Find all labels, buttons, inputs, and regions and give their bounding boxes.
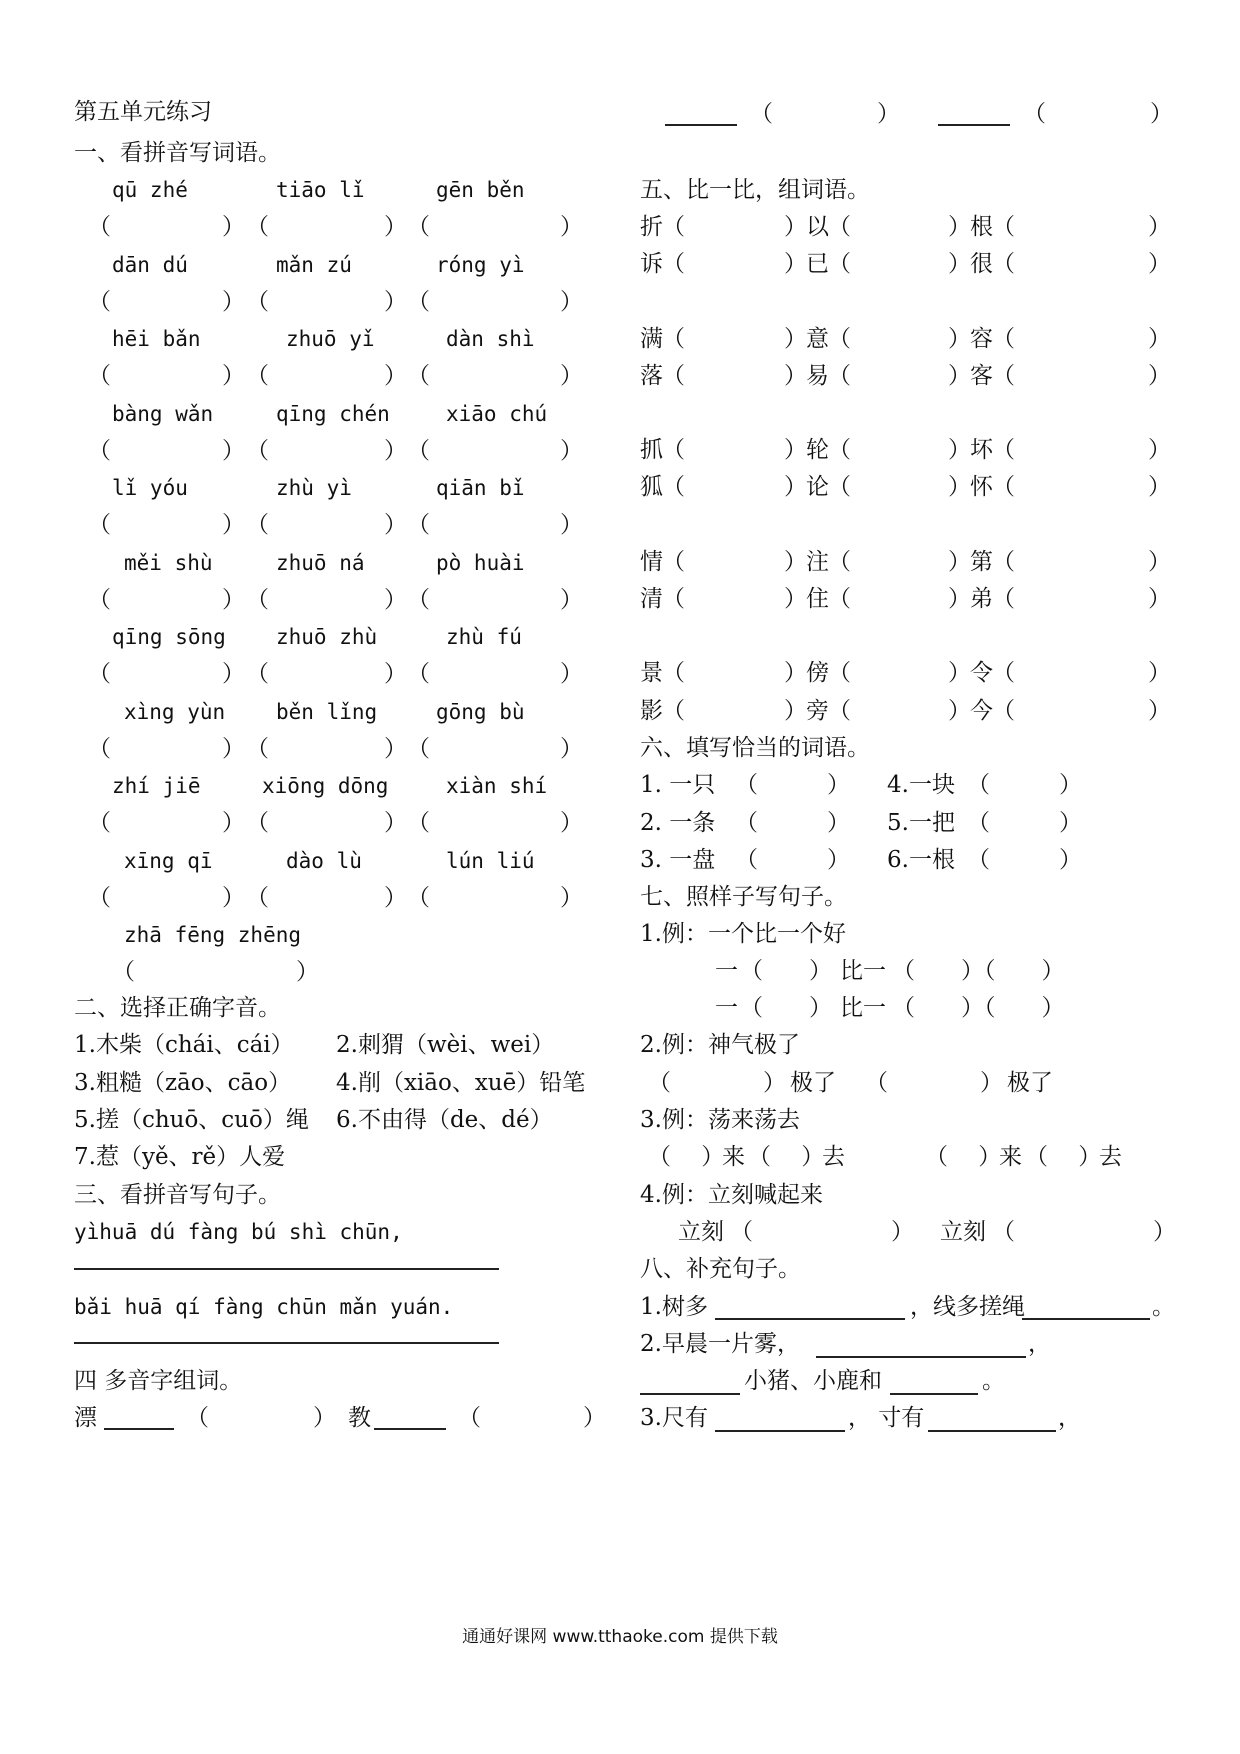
pinyin-word: gōng bù xyxy=(436,699,525,724)
measure-item-3: 3. 一盘 xyxy=(640,847,716,873)
answer-paren-open[interactable]: （ xyxy=(246,363,269,389)
pattern-paren[interactable]: （ ） xyxy=(740,995,832,1021)
compare-char: 住 xyxy=(806,586,829,612)
pattern-qu: 去 xyxy=(822,1144,845,1170)
compare-char: 落 xyxy=(640,363,663,389)
paren-open: （ xyxy=(750,101,773,127)
proverb-2a: 2.早晨一片雾， xyxy=(640,1331,800,1357)
pinyin-word: qiān bǐ xyxy=(436,476,525,500)
compare-char: 景 xyxy=(640,660,663,686)
section4-heading: 四 多音字组词。 xyxy=(74,1368,243,1394)
compare-char: 注 xyxy=(806,549,829,575)
sound-item-4: 4.削（xiāo、xuē）铅笔 xyxy=(336,1070,586,1096)
pinyin-word: měi shù xyxy=(124,550,213,575)
compare-char: 情 xyxy=(640,549,663,575)
example-2: 2.例：神气极了 xyxy=(640,1032,800,1058)
sentence-answer-line-2[interactable] xyxy=(74,1342,499,1344)
pinyin-word: pò huài xyxy=(436,550,525,575)
answer-paren-open[interactable]: （ xyxy=(662,698,685,724)
answer-paren-close[interactable]: ） xyxy=(1148,474,1171,500)
measure-paren[interactable]: （ ） xyxy=(735,810,850,836)
pattern-qu: 去 xyxy=(1099,1144,1122,1170)
answer-paren-close[interactable]: ） xyxy=(1148,586,1171,612)
pattern-jile: 极了 xyxy=(1007,1070,1053,1096)
compare-char: 满 xyxy=(640,326,663,352)
compare-char: 已 xyxy=(806,251,829,277)
paren-close: ） xyxy=(1150,101,1173,127)
answer-paren-close[interactable]: ） xyxy=(948,549,971,575)
pattern-like: 立刻 xyxy=(678,1219,724,1245)
polyphone-blank-4[interactable] xyxy=(938,124,1010,126)
answer-paren-close[interactable]: ） xyxy=(1148,251,1171,277)
pinyin-word: dān dú xyxy=(112,252,188,277)
answer-paren-open[interactable]: （ xyxy=(828,549,851,575)
page-footer: 通通好课网 www.tthaoke.com 提供下载 xyxy=(462,1627,778,1647)
example-4: 4.例：立刻喊起来 xyxy=(640,1182,823,1208)
answer-paren-open[interactable]: （ xyxy=(992,214,1015,240)
answer-paren-close[interactable]: ） xyxy=(1148,437,1171,463)
pinyin-word: běn lǐng xyxy=(276,699,378,724)
answer-paren-open[interactable]: （ xyxy=(88,735,111,762)
pinyin-word: xiōng dōng xyxy=(262,774,389,798)
answer-paren-close[interactable]: ） xyxy=(222,661,245,687)
section3-heading: 三、看拼音写句子。 xyxy=(74,1182,281,1208)
answer-paren-close[interactable]: ） xyxy=(948,214,971,240)
answer-paren-open[interactable]: （ xyxy=(246,288,269,315)
polyphone-char-2: 教 xyxy=(348,1405,371,1431)
pinyin-word: gēn běn xyxy=(436,178,525,202)
pinyin-word: xīng qī xyxy=(124,848,213,873)
answer-paren-close[interactable]: ） xyxy=(1148,660,1171,686)
compare-char: 今 xyxy=(970,698,993,724)
sentence-answer-line-1[interactable] xyxy=(74,1268,499,1270)
compare-char: 容 xyxy=(970,326,993,352)
paren-open: （ xyxy=(1023,101,1046,127)
answer-paren-close[interactable]: ） xyxy=(784,586,807,612)
compare-char: 论 xyxy=(806,474,829,500)
answer-paren-open[interactable]: （ xyxy=(828,586,851,612)
answer-paren-open[interactable]: （ xyxy=(662,474,685,500)
section2-heading: 二、选择正确字音。 xyxy=(74,995,281,1021)
answer-paren-close[interactable]: ） xyxy=(384,586,407,613)
section6-heading: 六、填写恰当的词语。 xyxy=(640,735,870,761)
sound-item-2: 2.刺猬（wèi、wei） xyxy=(336,1032,555,1058)
answer-paren-open[interactable]: （ xyxy=(662,549,685,575)
answer-paren-close[interactable]: ） xyxy=(384,735,407,762)
measure-paren[interactable]: （ ） xyxy=(967,847,1082,873)
answer-paren-close[interactable]: ） xyxy=(784,251,807,277)
paren-close: ） xyxy=(583,1405,606,1431)
answer-paren-close[interactable]: ） xyxy=(222,214,245,240)
page-title: 第五单元练习 xyxy=(74,99,212,125)
pinyin-word: zhù yì xyxy=(276,476,352,500)
measure-paren[interactable]: （ ） xyxy=(967,810,1082,836)
sound-item-1: 1.木柴（chái、cái） xyxy=(74,1032,294,1058)
pattern-yi: 一 xyxy=(715,995,738,1021)
pinyin-word: dàn shì xyxy=(446,327,535,351)
answer-paren-open[interactable]: （ xyxy=(407,288,430,315)
measure-paren[interactable]: （ ） xyxy=(735,847,850,873)
answer-paren-close[interactable]: ） xyxy=(784,363,807,389)
answer-paren-open[interactable]: （ xyxy=(112,959,135,985)
answer-paren-open[interactable]: （ xyxy=(407,512,430,538)
section7-heading: 七、照样子写句子。 xyxy=(640,884,847,910)
answer-paren-close[interactable]: ） xyxy=(384,214,407,240)
proverb-1a: 1.树多 xyxy=(640,1294,708,1320)
pattern-paren[interactable]: （ ）（ ） xyxy=(892,995,1065,1021)
sentence-pinyin-2: bǎi huā qí fàng chūn mǎn yuán. xyxy=(74,1295,454,1319)
compare-char: 第 xyxy=(970,549,993,575)
answer-paren-open[interactable]: （ xyxy=(662,586,685,612)
answer-paren-open[interactable]: （ xyxy=(407,810,430,836)
measure-item-2: 2. 一条 xyxy=(640,810,716,836)
section1-heading: 一、看拼音写词语。 xyxy=(74,140,281,166)
answer-paren-close[interactable]: ） xyxy=(1148,326,1171,352)
answer-paren-open[interactable]: （ xyxy=(407,735,430,762)
answer-paren-close[interactable]: ） xyxy=(784,214,807,240)
answer-paren-close[interactable]: ） xyxy=(784,437,807,463)
answer-paren-close[interactable]: ） xyxy=(948,363,971,389)
answer-paren-open[interactable]: （ xyxy=(992,660,1015,686)
answer-paren-close[interactable]: ） xyxy=(948,586,971,612)
pinyin-word: tiāo lǐ xyxy=(276,178,365,202)
sound-item-6: 6.不由得（de、dé） xyxy=(336,1107,553,1133)
answer-paren-open[interactable]: （ xyxy=(88,437,111,464)
polyphone-char-1: 漂 xyxy=(74,1405,97,1431)
answer-paren-close[interactable]: ） xyxy=(784,474,807,500)
pinyin-word: dào lù xyxy=(286,848,362,873)
answer-paren-close[interactable]: ） xyxy=(384,363,407,389)
answer-paren-open[interactable]: （ xyxy=(828,363,851,389)
section5-heading: 五、比一比，组词语。 xyxy=(640,177,870,203)
proverb-3a: 3.尺有 xyxy=(640,1405,708,1431)
answer-paren-close[interactable]: ） xyxy=(784,326,807,352)
proverb-blank[interactable] xyxy=(816,1356,1026,1358)
proverb-2b: ， xyxy=(1028,1331,1051,1357)
compare-char: 清 xyxy=(640,586,663,612)
answer-paren-open[interactable]: （ xyxy=(662,326,685,352)
answer-paren-close[interactable]: ） xyxy=(222,586,245,613)
answer-paren-close[interactable]: ） xyxy=(222,288,245,315)
answer-paren-open[interactable]: （ xyxy=(407,884,430,911)
compare-char: 以 xyxy=(806,214,829,240)
answer-paren-open[interactable]: （ xyxy=(828,437,851,463)
answer-paren-close[interactable]: ） xyxy=(384,810,407,836)
answer-paren-open[interactable]: （ xyxy=(828,251,851,277)
compare-char: 影 xyxy=(640,698,663,724)
answer-paren-open[interactable]: （ xyxy=(662,251,685,277)
pinyin-word: lǐ yóu xyxy=(112,476,188,500)
answer-paren-open[interactable]: （ xyxy=(246,214,269,240)
paren-close: ） xyxy=(313,1405,336,1431)
pattern-lai: 来 xyxy=(722,1144,745,1170)
answer-paren-close[interactable]: ） xyxy=(948,251,971,277)
answer-paren-open[interactable]: （ xyxy=(992,698,1015,724)
answer-paren-close[interactable]: ） xyxy=(948,326,971,352)
proverb-blank[interactable] xyxy=(640,1393,740,1395)
answer-paren-open[interactable]: （ xyxy=(246,810,269,836)
pattern-paren[interactable]: （ ） xyxy=(1025,1144,1102,1170)
answer-paren-close[interactable]: ） xyxy=(948,437,971,463)
measure-item-5: 5.一把 xyxy=(887,810,955,836)
proverb-blank[interactable] xyxy=(715,1318,905,1320)
measure-item-4: 4.一块 xyxy=(887,772,955,798)
compare-char: 狐 xyxy=(640,474,663,500)
proverb-1b: ，线多搓绳 xyxy=(910,1294,1025,1320)
answer-paren-open[interactable]: （ xyxy=(662,660,685,686)
answer-paren-open[interactable]: （ xyxy=(246,661,269,687)
pattern-paren[interactable]: （ ）（ ） xyxy=(892,958,1065,984)
paren-close: ） xyxy=(877,101,900,127)
measure-item-1: 1. 一只 xyxy=(640,772,716,798)
answer-paren-close[interactable]: ） xyxy=(560,288,583,315)
answer-paren-close[interactable]: ） xyxy=(384,288,407,315)
compare-char: 很 xyxy=(970,251,993,277)
sound-item-5: 5.搓（chuō、cuō）绳 xyxy=(74,1107,309,1133)
pinyin-word: qīng chén xyxy=(276,401,390,426)
answer-paren-open[interactable]: （ xyxy=(828,214,851,240)
answer-paren-close[interactable]: ） xyxy=(784,698,807,724)
compare-char: 易 xyxy=(806,363,829,389)
polyphone-blank-3[interactable] xyxy=(665,124,737,126)
answer-paren-close[interactable]: ） xyxy=(560,735,583,762)
answer-paren-close[interactable]: ） xyxy=(1148,214,1171,240)
proverb-blank[interactable] xyxy=(928,1430,1056,1432)
pattern-jile: 极了 xyxy=(790,1070,836,1096)
pattern-paren[interactable]: （ ） xyxy=(648,1144,725,1170)
sentence-pinyin-1: yìhuā dú fàng bú shì chūn, xyxy=(74,1220,403,1244)
answer-paren-open[interactable]: （ xyxy=(407,214,430,240)
answer-paren-close[interactable]: ） xyxy=(948,698,971,724)
paren-open: （ xyxy=(186,1405,209,1431)
answer-paren-open[interactable]: （ xyxy=(246,512,269,538)
answer-paren-open[interactable]: （ xyxy=(992,474,1015,500)
answer-paren-open[interactable]: （ xyxy=(992,549,1015,575)
answer-paren-open[interactable]: （ xyxy=(992,363,1015,389)
compare-char: 旁 xyxy=(806,698,829,724)
proverb-2c: 小猪、小鹿和 xyxy=(744,1368,882,1394)
answer-paren-open[interactable]: （ xyxy=(407,363,430,389)
answer-paren-open[interactable]: （ xyxy=(88,288,111,315)
sound-item-3: 3.粗糙（zāo、cāo） xyxy=(74,1070,292,1096)
answer-paren-close[interactable]: ） xyxy=(222,512,245,538)
pinyin-word: xiāo chú xyxy=(446,401,548,426)
compare-char: 抓 xyxy=(640,437,663,463)
measure-item-6: 6.一根 xyxy=(887,847,955,873)
answer-paren-close[interactable]: ） xyxy=(296,959,319,985)
pinyin-word: qū zhé xyxy=(112,178,188,202)
answer-paren-open[interactable]: （ xyxy=(246,884,269,911)
pinyin-word: xìng yùn xyxy=(124,699,226,724)
pinyin-word: bàng wǎn xyxy=(112,401,214,426)
pinyin-word: róng yì xyxy=(436,252,525,277)
answer-paren-close[interactable]: ） xyxy=(560,884,583,911)
compare-char: 意 xyxy=(806,326,829,352)
compare-char: 弟 xyxy=(970,586,993,612)
proverb-blank[interactable] xyxy=(1022,1318,1150,1320)
answer-paren-open[interactable]: （ xyxy=(246,586,269,613)
answer-paren-open[interactable]: （ xyxy=(828,660,851,686)
pinyin-word: mǎn zú xyxy=(276,252,352,277)
answer-paren-open[interactable]: （ xyxy=(88,884,111,911)
answer-paren-close[interactable]: ） xyxy=(784,660,807,686)
pattern-paren[interactable]: （ ） xyxy=(730,1219,914,1245)
sound-item-7: 7.惹（yě、rě）人爱 xyxy=(74,1144,286,1170)
example-1: 1.例：一个比一个好 xyxy=(640,921,846,947)
answer-paren-close[interactable]: ） xyxy=(560,586,583,613)
pattern-yi: 一 xyxy=(715,958,738,984)
pinyin-word: zhuō ná xyxy=(276,550,365,575)
answer-paren-open[interactable]: （ xyxy=(992,437,1015,463)
polyphone-blank-1[interactable] xyxy=(104,1428,174,1430)
answer-paren-open[interactable]: （ xyxy=(828,326,851,352)
compare-char: 傍 xyxy=(806,660,829,686)
answer-paren-close[interactable]: ） xyxy=(560,363,583,389)
answer-paren-open[interactable]: （ xyxy=(407,661,430,687)
pinyin-word: lún liú xyxy=(446,848,535,873)
pinyin-word: hēi bǎn xyxy=(112,327,201,351)
answer-paren-close[interactable]: ） xyxy=(560,512,583,538)
answer-paren-close[interactable]: ） xyxy=(222,884,245,911)
answer-paren-open[interactable]: （ xyxy=(992,251,1015,277)
pattern-lai: 来 xyxy=(999,1144,1022,1170)
compare-char: 根 xyxy=(970,214,993,240)
pattern-paren[interactable]: （ ） xyxy=(992,1219,1176,1245)
compare-char: 坏 xyxy=(970,437,993,463)
polyphone-blank-2[interactable] xyxy=(374,1428,446,1430)
answer-paren-close[interactable]: ） xyxy=(384,437,407,464)
proverb-2d: 。 xyxy=(982,1368,1005,1394)
answer-paren-close[interactable]: ） xyxy=(222,810,245,836)
answer-paren-open[interactable]: （ xyxy=(662,437,685,463)
answer-paren-close[interactable]: ） xyxy=(222,735,245,762)
answer-paren-close[interactable]: ） xyxy=(384,512,407,538)
pattern-biyi: 比一 xyxy=(840,995,886,1021)
section8-heading: 八、补充句子。 xyxy=(640,1256,801,1282)
answer-paren-open[interactable]: （ xyxy=(828,474,851,500)
paren-open: （ xyxy=(458,1405,481,1431)
pinyin-word: qīng sōng xyxy=(112,625,226,649)
answer-paren-open[interactable]: （ xyxy=(246,437,269,464)
answer-paren-close[interactable]: ） xyxy=(784,549,807,575)
answer-paren-open[interactable]: （ xyxy=(88,214,111,240)
measure-paren[interactable]: （ ） xyxy=(967,772,1082,798)
answer-paren-open[interactable]: （ xyxy=(407,586,430,613)
compare-char: 客 xyxy=(970,363,993,389)
compare-char: 诉 xyxy=(640,251,663,277)
pattern-paren[interactable]: （ ） xyxy=(740,958,832,984)
answer-paren-open[interactable]: （ xyxy=(88,810,111,836)
pattern-biyi: 比一 xyxy=(840,958,886,984)
compare-char: 令 xyxy=(970,660,993,686)
answer-paren-close[interactable]: ） xyxy=(222,363,245,389)
compare-char: 折 xyxy=(640,214,663,240)
answer-paren-open[interactable]: （ xyxy=(88,586,111,613)
answer-paren-close[interactable]: ） xyxy=(560,214,583,240)
pinyin-word: zhā fēng zhēng xyxy=(124,923,302,947)
proverb-3b: ， 寸有 xyxy=(848,1405,925,1431)
pattern-paren[interactable]: （ ） xyxy=(648,1070,786,1096)
answer-paren-close[interactable]: ） xyxy=(1148,698,1171,724)
pinyin-word: zhí jiē xyxy=(112,774,201,798)
example-3: 3.例：荡来荡去 xyxy=(640,1107,800,1133)
proverb-blank[interactable] xyxy=(890,1393,978,1395)
pattern-paren[interactable]: （ ） xyxy=(748,1144,825,1170)
answer-paren-close[interactable]: ） xyxy=(948,660,971,686)
answer-paren-close[interactable]: ） xyxy=(560,437,583,464)
pattern-like: 立刻 xyxy=(940,1219,986,1245)
answer-paren-open[interactable]: （ xyxy=(662,214,685,240)
pattern-paren[interactable]: （ ） xyxy=(925,1144,1002,1170)
answer-paren-close[interactable]: ） xyxy=(1148,363,1171,389)
compare-char: 轮 xyxy=(806,437,829,463)
answer-paren-close[interactable]: ） xyxy=(560,661,583,687)
answer-paren-close[interactable]: ） xyxy=(948,474,971,500)
answer-paren-close[interactable]: ） xyxy=(384,661,407,687)
answer-paren-open[interactable]: （ xyxy=(992,586,1015,612)
answer-paren-close[interactable]: ） xyxy=(222,437,245,464)
pinyin-word: xiàn shí xyxy=(446,774,548,798)
pinyin-word: zhuō yǐ xyxy=(286,327,375,351)
answer-paren-close[interactable]: ） xyxy=(384,884,407,911)
pinyin-word: zhù fú xyxy=(446,625,522,649)
answer-paren-open[interactable]: （ xyxy=(88,512,111,538)
proverb-1c: 。 xyxy=(1152,1294,1175,1320)
proverb-3c: ， xyxy=(1058,1405,1081,1431)
answer-paren-open[interactable]: （ xyxy=(88,661,111,687)
proverb-blank[interactable] xyxy=(715,1430,845,1432)
answer-paren-open[interactable]: （ xyxy=(246,735,269,762)
measure-paren[interactable]: （ ） xyxy=(735,772,850,798)
pinyin-word: zhuō zhù xyxy=(276,625,378,649)
answer-paren-open[interactable]: （ xyxy=(992,326,1015,352)
answer-paren-open[interactable]: （ xyxy=(407,437,430,464)
answer-paren-close[interactable]: ） xyxy=(1148,549,1171,575)
compare-char: 怀 xyxy=(970,474,993,500)
answer-paren-close[interactable]: ） xyxy=(560,810,583,836)
answer-paren-open[interactable]: （ xyxy=(828,698,851,724)
answer-paren-open[interactable]: （ xyxy=(662,363,685,389)
pattern-paren[interactable]: （ ） xyxy=(865,1070,1003,1096)
answer-paren-open[interactable]: （ xyxy=(88,363,111,389)
